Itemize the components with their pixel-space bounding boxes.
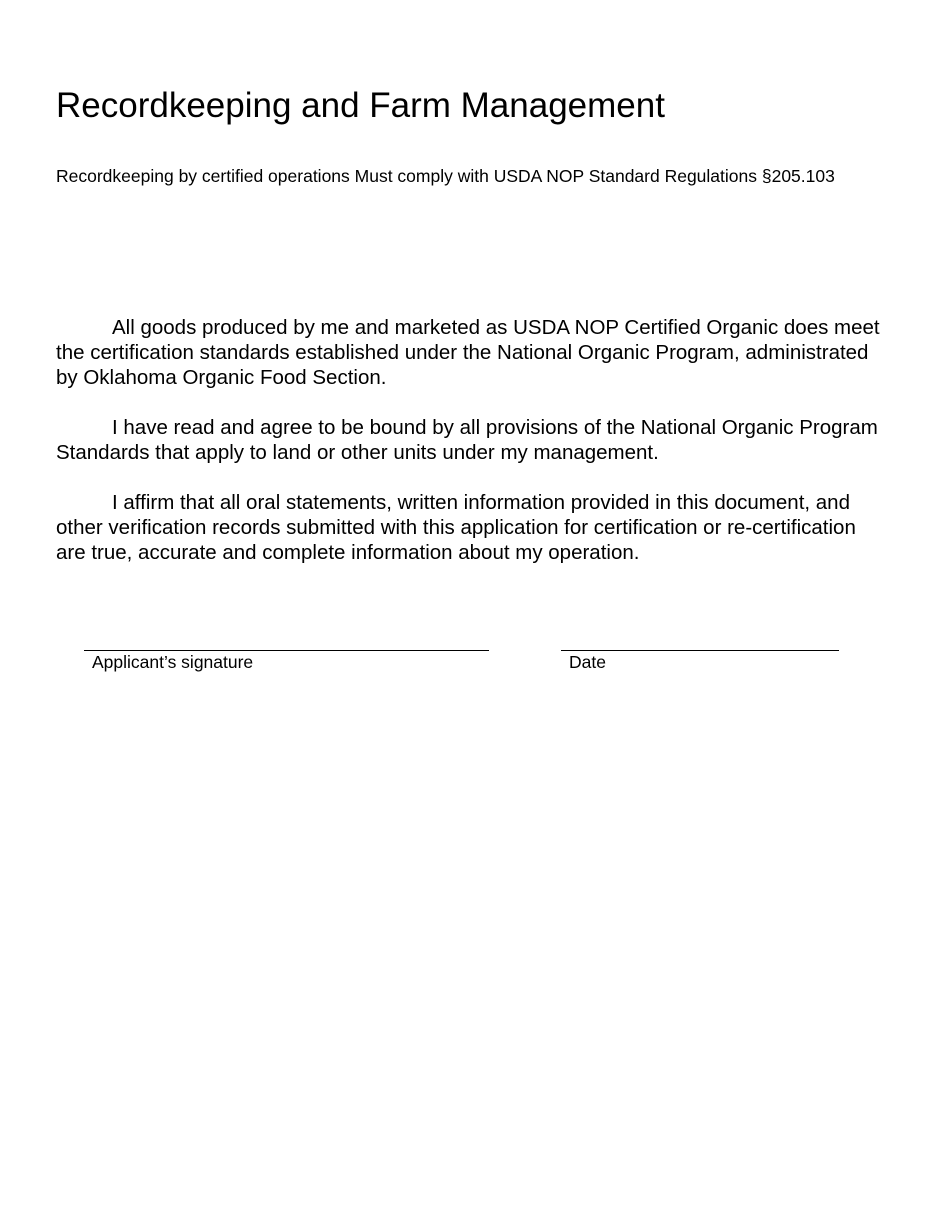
- affirmation-paragraph: I affirm that all oral statements, written information provided in this document, and other verification records submitted with this application for certification or re-certification are true, accurate and complete information about my operation.: [56, 491, 856, 564]
- regulation-reference: Recordkeeping by certified operations Must comply with USDA NOP Standard Regulations §205.103: [56, 166, 835, 186]
- applicant-signature-label: Applicant’s signature: [92, 652, 254, 672]
- page-title: Recordkeeping and Farm Management: [56, 86, 665, 125]
- date-label: Date: [569, 652, 606, 672]
- agreement-paragraph: I have read and agree to be bound by all provisions of the National Organic Program Standards that apply to land or other units under my management.: [56, 416, 878, 464]
- certification-statement-paragraph: All goods produced by me and marketed as USDA NOP Certified Organic does meet the certification standards established under the National Organic Program, administrated by Oklahoma Organic Food Section.: [56, 316, 880, 389]
